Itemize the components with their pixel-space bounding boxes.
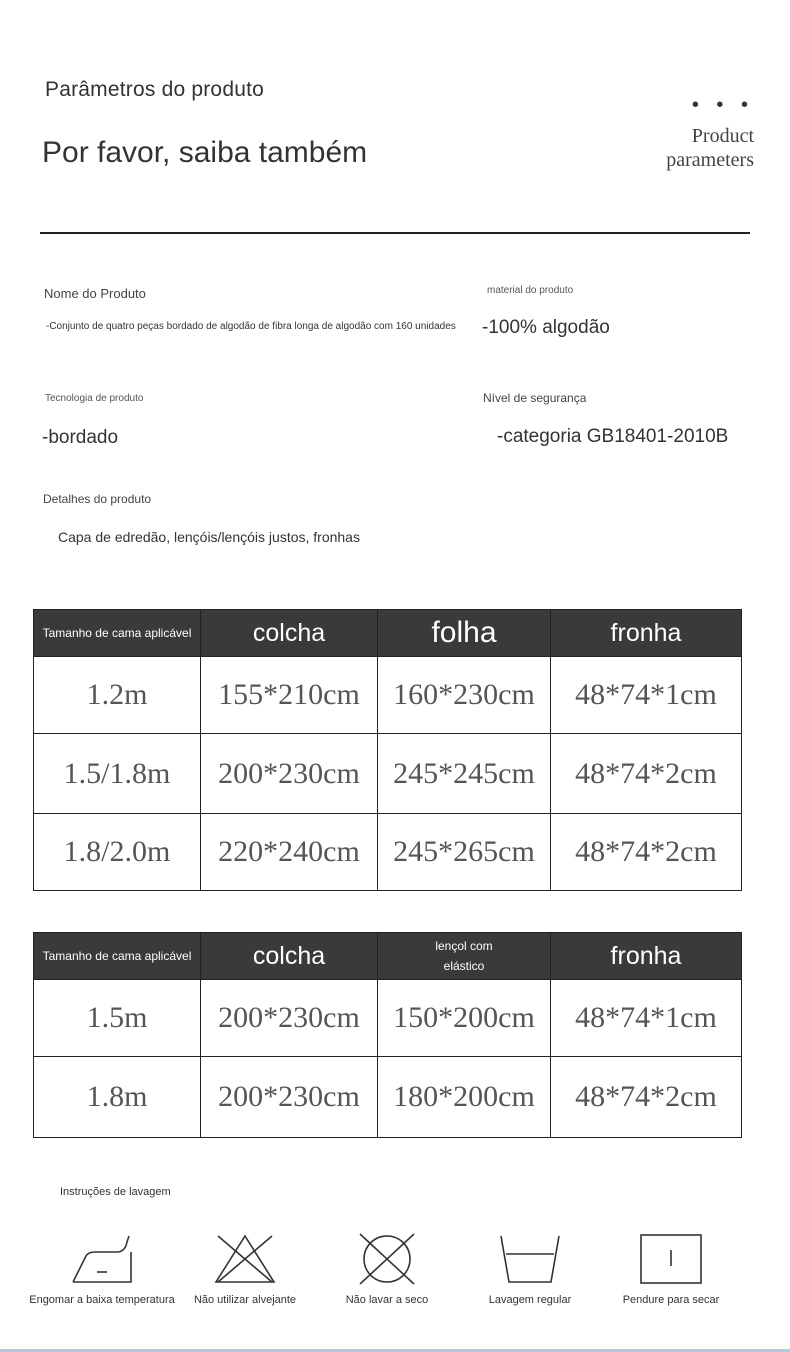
table-cell: 180*200cm	[378, 1057, 551, 1138]
product-details-label: Detalhes do produto	[43, 492, 152, 506]
header-sheet: folha	[378, 610, 551, 657]
table-cell: 200*230cm	[201, 980, 378, 1057]
table-cell: 150*200cm	[378, 980, 551, 1057]
safety-level-value: -categoria GB18401-2010B	[497, 426, 729, 447]
product-parameters-line1: Product	[691, 125, 754, 147]
washing-title: Instruções de lavagem	[60, 1186, 171, 1198]
table-cell: 1.2m	[34, 657, 201, 734]
table-cell: 1.5/1.8m	[34, 734, 201, 814]
table-header-row	[34, 933, 742, 980]
product-name-value: -Conjunto de quatro peças bordado de algodão de fibra longa de algodão com 160 unidades	[46, 321, 456, 332]
table-row	[34, 1057, 742, 1138]
wash-item-regular-wash	[455, 1232, 605, 1306]
table-cell: 200*230cm	[201, 734, 378, 814]
wash-item-hang-dry	[596, 1232, 746, 1306]
header-fitted-sheet: lençol com elástico	[378, 933, 551, 980]
table-cell: 245*245cm	[378, 734, 551, 814]
table-cell: 1.8/2.0m	[34, 814, 201, 891]
wash-label: Pendure para secar	[622, 1294, 720, 1306]
product-tech-label: Tecnologia de produto	[45, 393, 144, 404]
table-cell: 48*74*2cm	[551, 814, 742, 891]
table-row	[34, 980, 742, 1057]
wash-item-no-dry-clean	[312, 1232, 462, 1306]
section-subtitle: Parâmetros do produto	[45, 78, 264, 101]
table-cell: 1.5m	[34, 980, 201, 1057]
table-header-row	[34, 610, 742, 657]
table-cell: 160*230cm	[378, 657, 551, 734]
safety-level-label: Nível de segurança	[483, 391, 587, 405]
table-cell: 245*265cm	[378, 814, 551, 891]
size-table-1	[33, 609, 742, 891]
hang-dry-icon	[638, 1232, 704, 1286]
table-cell: 48*74*2cm	[551, 1057, 742, 1138]
table-cell: 155*210cm	[201, 657, 378, 734]
product-parameters-label	[666, 124, 754, 172]
wash-label: Não utilizar alvejante	[193, 1294, 297, 1306]
no-dry-clean-icon	[354, 1232, 420, 1286]
table-cell: 48*74*1cm	[551, 980, 742, 1057]
table-cell: 220*240cm	[201, 814, 378, 891]
iron-low-temp-icon	[69, 1232, 135, 1286]
table-cell: 48*74*1cm	[551, 657, 742, 734]
page-title: Por favor, saiba também	[42, 136, 368, 169]
product-details-value: Capa de edredão, lençóis/lençóis justos, fronhas	[58, 529, 360, 545]
wash-label: Lavagem regular	[488, 1294, 572, 1306]
header-divider	[40, 232, 750, 234]
table-row	[34, 814, 742, 891]
size-table-2	[33, 932, 742, 1138]
product-material-value: -100% algodão	[482, 317, 610, 338]
header-pillowcase: fronha	[551, 610, 742, 657]
wash-label: Engomar a baixa temperatura	[29, 1294, 175, 1306]
table-row	[34, 657, 742, 734]
no-bleach-icon	[212, 1232, 278, 1286]
product-tech-value: -bordado	[42, 427, 119, 448]
decorative-dots: • • •	[691, 94, 754, 116]
table-row	[34, 734, 742, 814]
product-material-label: material do produto	[487, 285, 574, 296]
table-cell: 200*230cm	[201, 1057, 378, 1138]
table-cell: 48*74*2cm	[551, 734, 742, 814]
header-pillowcase: fronha	[551, 933, 742, 980]
header-bed-size: Tamanho de cama aplicável	[34, 933, 201, 980]
wash-label: Não lavar a seco	[345, 1294, 429, 1306]
wash-item-iron	[27, 1232, 177, 1306]
header-quilt: colcha	[201, 610, 378, 657]
header-quilt: colcha	[201, 933, 378, 980]
product-name-label: Nome do Produto	[44, 286, 146, 301]
product-parameters-line2: parameters	[666, 149, 754, 171]
table-cell: 1.8m	[34, 1057, 201, 1138]
wash-basin-icon	[497, 1232, 563, 1286]
header-bed-size: Tamanho de cama aplicável	[34, 610, 201, 657]
wash-item-no-bleach	[170, 1232, 320, 1306]
